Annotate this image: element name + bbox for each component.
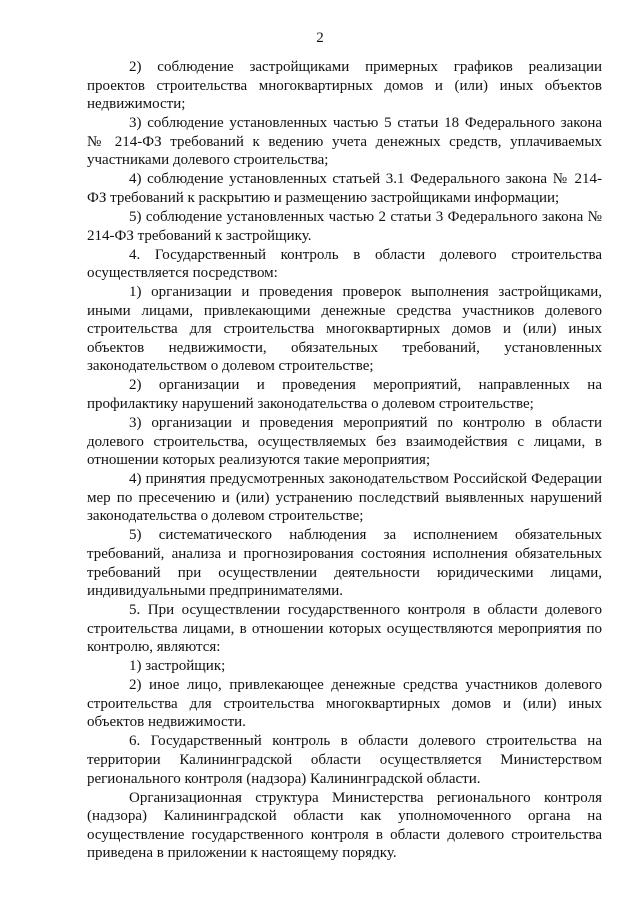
- paragraph: Организационная структура Министерства регионального контроля (надзора) Калининградской области как уполномоченного органа на осуществление государственного контроля в области долевого строительства приведена в приложении к настоящему порядку.: [87, 789, 602, 862]
- paragraph: 6. Государственный контроль в области долевого строительства на территории Калининградской области осуществляется Министерством регионального контроля (надзора) Калининградской области.: [87, 733, 602, 787]
- paragraph: 2) организации и проведения мероприятий, направленных на профилактику нарушений законодательства о долевом строительстве;: [87, 377, 602, 413]
- paragraph: 4. Государственный контроль в области долевого строительства осуществляется посредством:: [87, 246, 602, 282]
- paragraph: 5) систематического наблюдения за исполнением обязательных требований, анализа и прогнозирования состояния исполнения обязательных требований при осуществлении деятельности юридическими лицами, индивидуальными предпринимателями.: [87, 527, 602, 600]
- page-number: 2: [316, 30, 324, 46]
- paragraph: 3) соблюдение установленных частью 5 статьи 18 Федерального закона № 214-ФЗ требований к ведению учета денежных средств, уплачиваемых участниками долевого строительства;: [87, 115, 602, 169]
- paragraph: 5. При осуществлении государственного контроля в области долевого строительства лицами, в отношении которых осуществляются мероприятия по контролю, являются:: [87, 602, 602, 656]
- document-body: [87, 58, 602, 863]
- paragraph: 1) организации и проведения проверок выполнения застройщиками, иными лицами, привлекающими денежные средства участников долевого строительства для строительства многоквартирных домов и (или) иных объектов недвижимости, обязательных требований, установленных законодательством о долевом строительстве;: [87, 284, 602, 375]
- paragraph: 4) соблюдение установленных статьей 3.1 Федерального закона № 214-ФЗ требований к раскрытию и размещению застройщиками информации;: [87, 171, 602, 206]
- paragraph: 4) принятия предусмотренных законодательством Российской Федерации мер по пресечению и (или) устранению последствий выявленных нарушений законодательства о долевом строительстве;: [87, 471, 602, 525]
- paragraph: 3) организации и проведения мероприятий по контролю в области долевого строительства, осуществляемых без взаимодействия с лицами, в отношении которых реализуются такие мероприятия;: [87, 415, 602, 469]
- paragraph: 2) иное лицо, привлекающее денежные средства участников долевого строительства для строительства многоквартирных домов и (или) иных объектов недвижимости.: [87, 677, 602, 731]
- paragraph: 5) соблюдение установленных частью 2 статьи 3 Федерального закона № 214-ФЗ требований к застройщику.: [87, 208, 602, 244]
- paragraph: 2) соблюдение застройщиками примерных графиков реализации проектов строительства многоквартирных домов и (или) иных объектов недвижимости;: [87, 59, 602, 113]
- paragraph: 1) застройщик;: [129, 658, 226, 675]
